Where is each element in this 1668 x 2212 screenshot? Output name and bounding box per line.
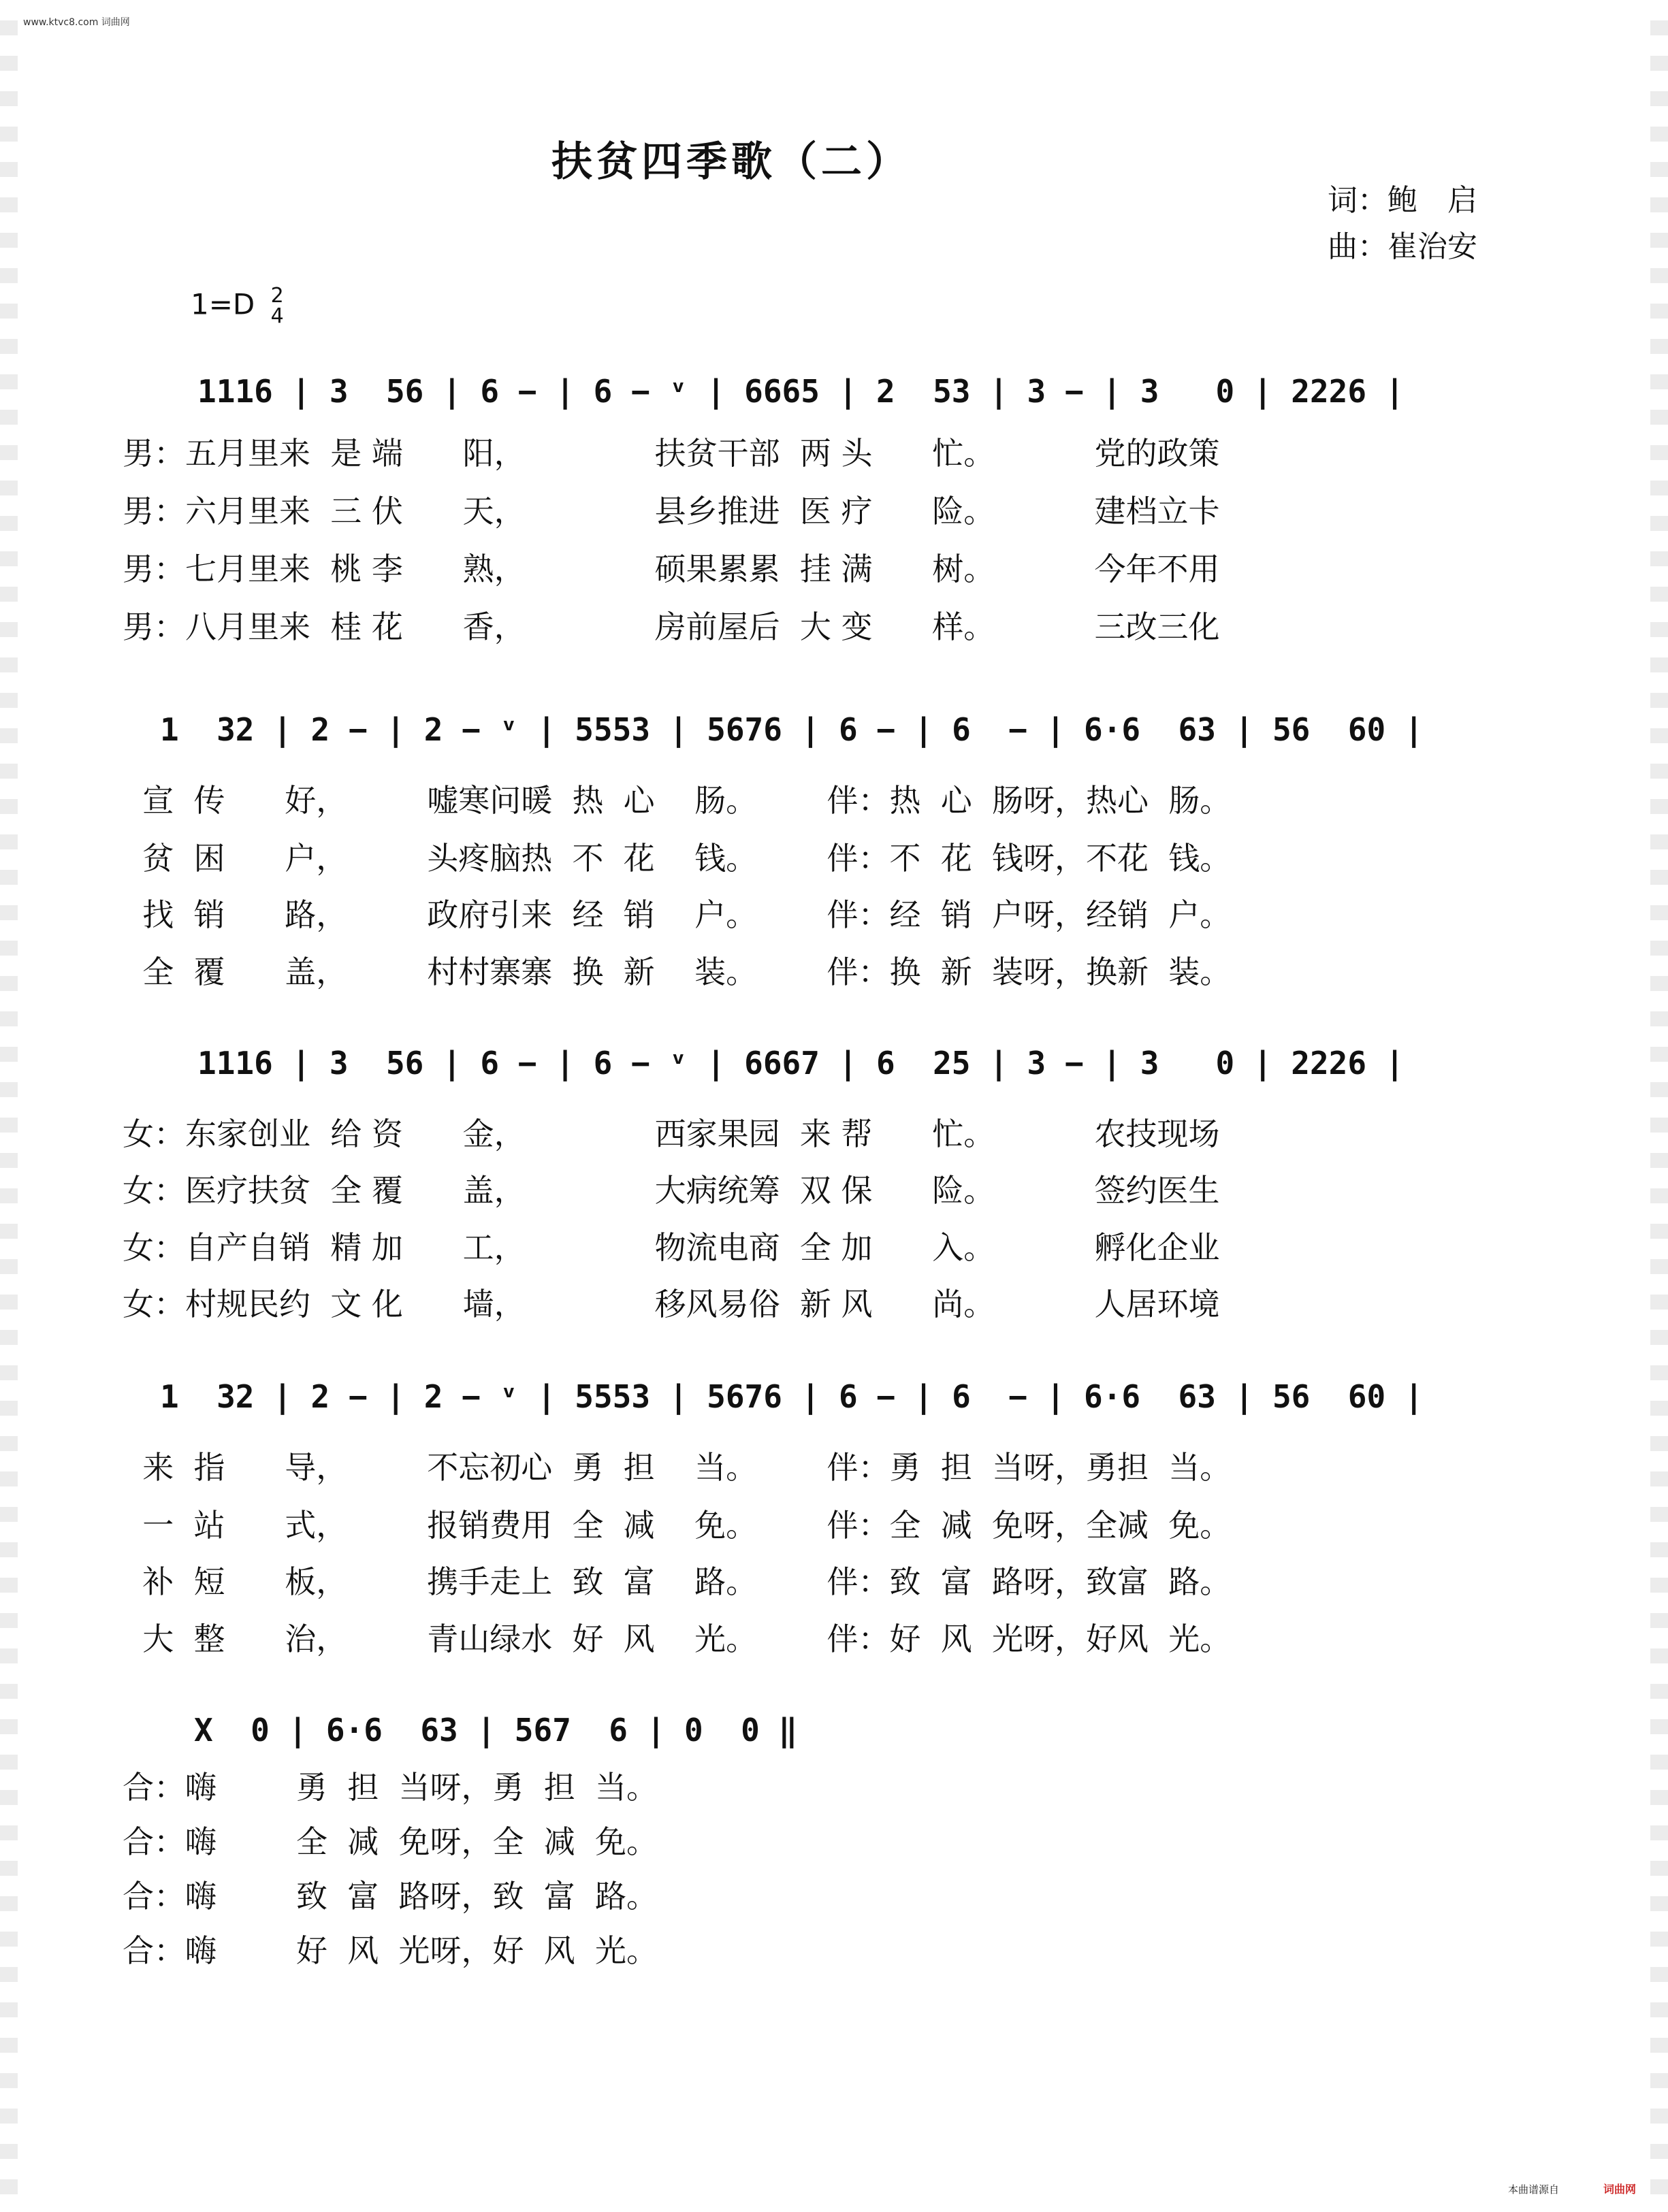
system-1-lyric-4: 男：八月里来 桂 花 香， 房前屋后 大 变 样。 三改三化 bbox=[123, 608, 1220, 645]
right-border bbox=[1650, 0, 1668, 2212]
system-4-lyric-1: 来 指 导， 不忘初心 勇 担 当。 伴：勇 担 当呀，勇担 当。 bbox=[123, 1449, 1232, 1486]
system-5-notes: X 0 | 6·6 63 | 567 6 | 0 0 ‖ bbox=[194, 1712, 798, 1749]
site-watermark: www.ktvc8.com 词曲网 bbox=[23, 17, 130, 28]
system-1-notes: 1116 | 3 56 | 6 − | 6 − ᵛ | 6665 | 2 53 | 3 − | 3 0 | 2226 | bbox=[197, 373, 1405, 410]
system-1-lyric-3: 男：七月里来 桃 李 熟， 硕果累累 挂 满 树。 今年不用 bbox=[123, 551, 1220, 587]
footer-source: 本曲谱源自 bbox=[1508, 2183, 1560, 2196]
system-3-lyric-2: 女：医疗扶贫 全 覆 盖， 大病统筹 双 保 险。 签约医生 bbox=[123, 1172, 1220, 1209]
system-1-lyric-1: 男：五月里来 是 端 阳， 扶贫干部 两 头 忙。 党的政策 bbox=[123, 435, 1220, 472]
system-3-notes: 1116 | 3 56 | 6 − | 6 − ᵛ | 6667 | 6 25 | 3 − | 3 0 | 2226 | bbox=[197, 1045, 1405, 1081]
system-5-lyric-1: 合：嗨 勇 担 当呀，勇 担 当。 bbox=[123, 1769, 658, 1806]
system-2-notes: 1 32 | 2 − | 2 − ᵛ | 5553 | 5676 | 6 − | 6 − | 6·6 63 | 56 60 | bbox=[160, 711, 1424, 748]
key-label: 1=D bbox=[191, 287, 255, 321]
system-5-lyric-2: 合：嗨 全 减 免呀，全 减 免。 bbox=[123, 1823, 658, 1860]
system-5-lyric-3: 合：嗨 致 富 路呀，致 富 路。 bbox=[123, 1878, 658, 1915]
system-2-lyric-4: 全 覆 盖， 村村寨寨 换 新 装。 伴：换 新 装呀，换新 装。 bbox=[123, 954, 1232, 990]
system-2-lyric-1: 宣 传 好， 嘘寒问暖 热 心 肠。 伴：热 心 肠呀，热心 肠。 bbox=[123, 782, 1232, 819]
system-3-lyric-4: 女：村规民约 文 化 墙， 移风易俗 新 风 尚。 人居环境 bbox=[123, 1286, 1220, 1322]
footer-logo: 词曲网 bbox=[1603, 2183, 1637, 2196]
time-sig-numerator: 2 bbox=[270, 284, 284, 308]
system-3-lyric-1: 女：东家创业 给 资 金， 西家果园 来 帮 忙。 农技现场 bbox=[123, 1116, 1220, 1152]
time-sig-denominator: 4 bbox=[270, 304, 284, 328]
system-5-lyric-4: 合：嗨 好 风 光呀，好 风 光。 bbox=[123, 1932, 658, 1969]
lyricist-credit: 词：鲍 启 bbox=[1328, 183, 1477, 218]
system-4-lyric-4: 大 整 治， 青山绿水 好 风 光。 伴：好 风 光呀，好风 光。 bbox=[123, 1621, 1232, 1657]
system-2-lyric-3: 找 销 路， 政府引来 经 销 户。 伴：经 销 户呀，经销 户。 bbox=[123, 896, 1232, 933]
system-4-notes: 1 32 | 2 − | 2 − ᵛ | 5553 | 5676 | 6 − | 6 − | 6·6 63 | 56 60 | bbox=[160, 1378, 1424, 1415]
page-title: 扶贫四季歌（二） bbox=[551, 138, 911, 186]
system-3-lyric-3: 女：自产自销 精 加 工， 物流电商 全 加 入。 孵化企业 bbox=[123, 1229, 1220, 1266]
system-4-lyric-3: 补 短 板， 携手走上 致 富 路。 伴：致 富 路呀，致富 路。 bbox=[123, 1563, 1232, 1600]
time-signature bbox=[271, 286, 284, 327]
composer-credit: 曲：崔治安 bbox=[1328, 229, 1477, 264]
key-signature bbox=[191, 286, 284, 327]
system-2-lyric-2: 贫 困 户， 头疼脑热 不 花 钱。 伴：不 花 钱呀，不花 钱。 bbox=[123, 840, 1232, 877]
system-1-lyric-2: 男：六月里来 三 伏 天， 县乡推进 医 疗 险。 建档立卡 bbox=[123, 493, 1220, 530]
system-4-lyric-2: 一 站 式， 报销费用 全 减 免。 伴：全 减 免呀，全减 免。 bbox=[123, 1507, 1232, 1544]
left-border bbox=[0, 0, 18, 2212]
